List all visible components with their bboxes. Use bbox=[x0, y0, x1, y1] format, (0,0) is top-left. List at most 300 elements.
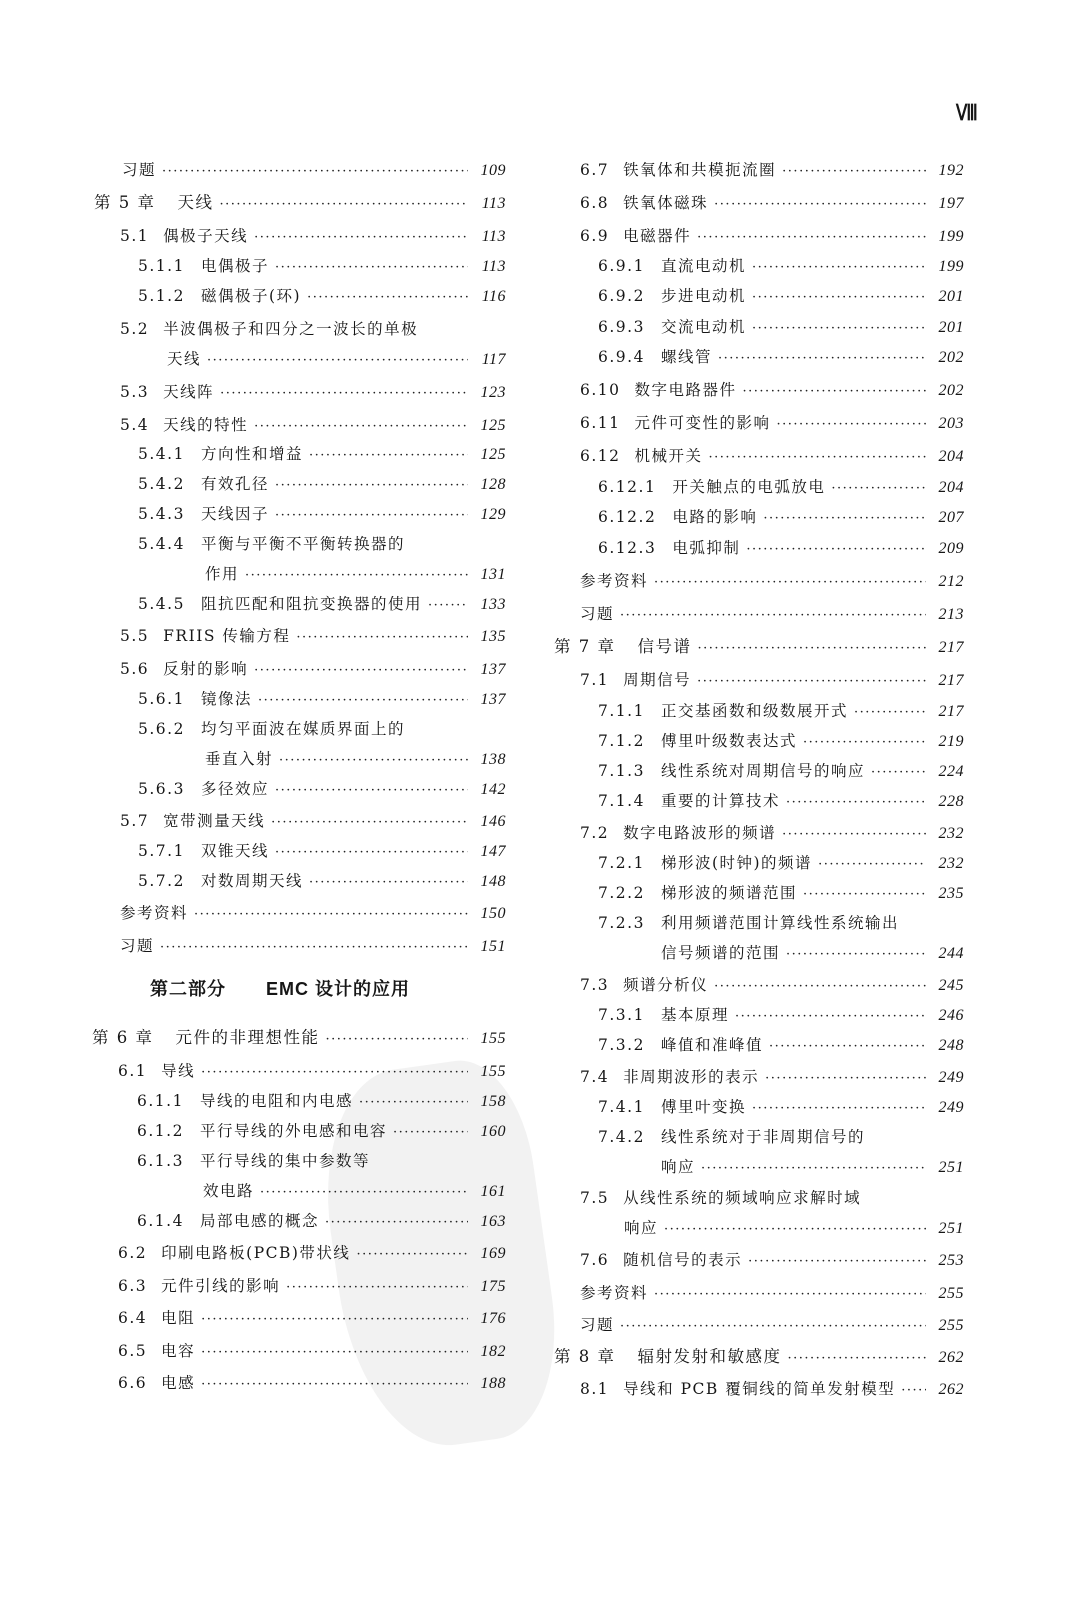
toc-entry-number: 7.1.1 bbox=[598, 702, 645, 720]
toc-entry[interactable] bbox=[138, 472, 506, 496]
toc-entry-number: 5.4.4 bbox=[138, 535, 185, 553]
toc-entry[interactable] bbox=[580, 1281, 964, 1305]
toc-leader-dots bbox=[786, 943, 926, 967]
toc-leader-dots bbox=[296, 626, 468, 650]
toc-entry[interactable] bbox=[118, 1371, 506, 1395]
toc-entry[interactable] bbox=[580, 1186, 964, 1210]
toc-entry-page: 116 bbox=[481, 288, 506, 305]
toc-entry[interactable] bbox=[661, 1155, 964, 1179]
toc-entry[interactable] bbox=[598, 254, 964, 278]
toc-entry-title: 平衡与平衡不平衡转换器的 bbox=[200, 535, 405, 553]
toc-entry-page: 244 bbox=[938, 945, 964, 962]
toc-entry[interactable] bbox=[138, 592, 506, 616]
toc-entry[interactable] bbox=[120, 317, 506, 341]
toc-entry[interactable] bbox=[118, 1339, 506, 1363]
toc-entry-page: 232 bbox=[938, 825, 964, 842]
toc-leader-dots bbox=[763, 507, 926, 531]
toc-leader-dots bbox=[752, 286, 926, 310]
toc-entry-page: 217 bbox=[938, 639, 964, 656]
toc-entry-title: 偶极子天线 bbox=[163, 227, 249, 245]
toc-entry-title: 辐射发射和敏感度 bbox=[637, 1347, 782, 1366]
toc-entry-title: 交流电动机 bbox=[660, 318, 746, 336]
toc-entry-number: 5.6.3 bbox=[138, 780, 185, 798]
toc-entry[interactable] bbox=[118, 1306, 506, 1330]
toc-entry-page: 188 bbox=[480, 1375, 506, 1392]
toc-entry[interactable] bbox=[580, 973, 964, 997]
toc-entry-number: 6.3 bbox=[118, 1277, 148, 1295]
toc-entry-page: 202 bbox=[938, 349, 964, 366]
toc-entry-title: 响应 bbox=[624, 1219, 659, 1237]
toc-entry-title: 螺线管 bbox=[660, 348, 712, 366]
toc-entry[interactable] bbox=[598, 345, 964, 369]
toc-entry[interactable] bbox=[580, 1377, 964, 1401]
toc-entry-title: 数字电路波形的频谱 bbox=[623, 824, 777, 842]
toc-leader-dots bbox=[194, 903, 468, 927]
toc-entry[interactable] bbox=[580, 569, 964, 593]
toc-entry[interactable] bbox=[598, 1003, 964, 1027]
toc-entry-number: 5.7 bbox=[120, 812, 150, 830]
toc-entry-number: 6.4 bbox=[118, 1309, 148, 1327]
toc-entry-number: 6.1 bbox=[118, 1062, 148, 1080]
toc-entry[interactable] bbox=[118, 1059, 506, 1083]
toc-entry-title: 导线的电阻和内电感 bbox=[199, 1092, 353, 1110]
toc-entry-number: 6.9 bbox=[580, 227, 610, 245]
toc-entry-number: 7.6 bbox=[580, 1251, 610, 1269]
toc-entry-number: 7.5 bbox=[580, 1189, 610, 1207]
toc-entry-number: 5.2 bbox=[120, 320, 150, 338]
toc-entry-title: 电容 bbox=[161, 1342, 196, 1360]
toc-entry-title: 铁氧体和共模扼流圈 bbox=[623, 161, 777, 179]
toc-entry-page: 175 bbox=[480, 1278, 506, 1295]
toc-entry-title: 基本原理 bbox=[660, 1006, 729, 1024]
toc-leader-dots bbox=[654, 571, 926, 595]
toc-leader-dots bbox=[309, 444, 468, 468]
toc-entry[interactable] bbox=[137, 1089, 506, 1113]
toc-entry[interactable] bbox=[138, 502, 506, 526]
toc-entry-title: 平行导线的集中参数等 bbox=[199, 1152, 370, 1170]
toc-entry-number: 6.11 bbox=[580, 414, 621, 432]
toc-entry-title: 随机信号的表示 bbox=[623, 1251, 743, 1269]
toc-leader-dots bbox=[201, 1061, 468, 1085]
toc-entry-page: 147 bbox=[480, 843, 506, 860]
toc-entry[interactable] bbox=[598, 1033, 964, 1057]
toc-entry-title: 作用 bbox=[205, 565, 240, 583]
toc-entry[interactable] bbox=[661, 941, 964, 965]
toc-entry-page: 128 bbox=[480, 476, 506, 493]
toc-leader-dots bbox=[746, 538, 926, 562]
toc-entry[interactable] bbox=[598, 284, 964, 308]
toc-entry-title: 阻抗匹配和阻抗变换器的使用 bbox=[200, 595, 422, 613]
toc-leader-dots bbox=[752, 256, 926, 280]
toc-entry-number: 6.10 bbox=[580, 381, 621, 399]
toc-entry-title: 习题 bbox=[580, 1316, 615, 1334]
toc-entry-page: 161 bbox=[480, 1183, 506, 1200]
toc-entry[interactable] bbox=[554, 635, 964, 659]
toc-leader-dots bbox=[654, 1283, 926, 1307]
toc-entry-number: 7.3.2 bbox=[598, 1036, 645, 1054]
toc-entry-title: 垂直入射 bbox=[205, 750, 274, 768]
toc-entry-page: 113 bbox=[481, 228, 506, 245]
toc-leader-dots bbox=[393, 1121, 468, 1145]
toc-entry-page: 142 bbox=[480, 781, 506, 798]
toc-entry-title: 机械开关 bbox=[634, 447, 703, 465]
toc-entry-page: 217 bbox=[938, 703, 964, 720]
toc-entry-page: 204 bbox=[938, 448, 964, 465]
toc-leader-dots bbox=[777, 413, 926, 437]
toc-entry-number: 第 8 章 bbox=[554, 1347, 616, 1366]
toc-entry-number: 7.2.3 bbox=[598, 914, 645, 932]
toc-entry[interactable] bbox=[580, 821, 964, 845]
toc-entry-page: 255 bbox=[938, 1317, 964, 1334]
toc-entry-number: 5.6.1 bbox=[138, 690, 185, 708]
toc-entry-title: 信号频谱的范围 bbox=[661, 944, 781, 962]
toc-entry-title: 重要的计算技术 bbox=[660, 792, 780, 810]
toc-entry[interactable] bbox=[203, 1179, 506, 1203]
toc-entry-page: 201 bbox=[938, 319, 964, 336]
toc-entry-title: 线性系统对于非周期信号的 bbox=[660, 1128, 865, 1146]
toc-entry[interactable] bbox=[138, 442, 506, 466]
toc-entry-number: 6.9.3 bbox=[598, 318, 645, 336]
toc-entry-page: 155 bbox=[480, 1030, 506, 1047]
toc-entry-number: 6.8 bbox=[580, 194, 610, 212]
toc-entry[interactable] bbox=[580, 411, 964, 435]
toc-entry-page: 137 bbox=[480, 691, 506, 708]
toc-entry-page: 209 bbox=[938, 540, 964, 557]
toc-entry-number: 5.6 bbox=[120, 660, 150, 678]
toc-entry[interactable] bbox=[118, 1241, 506, 1265]
toc-leader-dots bbox=[743, 380, 926, 404]
toc-entry[interactable] bbox=[580, 1313, 964, 1337]
toc-entry-page: 199 bbox=[938, 228, 964, 245]
toc-entry-number: 7.1.4 bbox=[598, 792, 645, 810]
toc-leader-dots bbox=[901, 1379, 926, 1403]
toc-leader-dots bbox=[254, 415, 468, 439]
toc-entry-number: 7.3 bbox=[580, 976, 610, 994]
toc-leader-dots bbox=[765, 1067, 926, 1091]
toc-entry[interactable] bbox=[598, 315, 964, 339]
toc-entry-page: 245 bbox=[938, 977, 964, 994]
toc-entry-title: 有效孔径 bbox=[200, 475, 269, 493]
toc-entry[interactable] bbox=[138, 284, 506, 308]
toc-entry[interactable] bbox=[138, 777, 506, 801]
toc-entry-title: 线性系统对周期信号的响应 bbox=[660, 762, 865, 780]
toc-leader-dots bbox=[831, 477, 926, 501]
toc-leader-dots bbox=[735, 1005, 926, 1029]
toc-entry-title: 信号谱 bbox=[637, 637, 692, 656]
toc-entry-number: 6.1.1 bbox=[137, 1092, 184, 1110]
toc-entry[interactable] bbox=[138, 687, 506, 711]
toc-entry-title: 习题 bbox=[120, 937, 155, 955]
toc-entry[interactable] bbox=[580, 224, 964, 248]
toc-leader-dots bbox=[803, 731, 926, 755]
toc-entry-number: 5.5 bbox=[120, 627, 150, 645]
page-number: Ⅷ bbox=[956, 100, 978, 125]
toc-entry-title: 习题 bbox=[580, 605, 615, 623]
toc-leader-dots bbox=[748, 1250, 926, 1274]
toc-entry-page: 224 bbox=[938, 763, 964, 780]
toc-entry-page: 249 bbox=[938, 1099, 964, 1116]
toc-leader-dots bbox=[258, 689, 468, 713]
toc-entry[interactable] bbox=[138, 254, 506, 278]
toc-entry-page: 138 bbox=[480, 751, 506, 768]
toc-leader-dots bbox=[275, 256, 468, 280]
toc-entry[interactable] bbox=[598, 505, 964, 529]
toc-entry[interactable] bbox=[598, 759, 964, 783]
toc-entry-title: 天线 bbox=[167, 350, 202, 368]
toc-entry[interactable] bbox=[598, 475, 964, 499]
toc-entry-title: 参考资料 bbox=[580, 1284, 649, 1302]
toc-entry[interactable] bbox=[580, 1248, 964, 1272]
toc-entry-title: 直流电动机 bbox=[660, 257, 746, 275]
toc-entry[interactable] bbox=[137, 1119, 506, 1143]
toc-entry-title: 梯形波的频谱范围 bbox=[660, 884, 797, 902]
toc-entry[interactable] bbox=[92, 1026, 506, 1050]
toc-entry[interactable] bbox=[118, 1274, 506, 1298]
toc-entry-title: 电阻 bbox=[161, 1309, 196, 1327]
toc-entry-page: 217 bbox=[938, 672, 964, 689]
toc-entry[interactable] bbox=[205, 562, 506, 586]
toc-leader-dots bbox=[714, 975, 926, 999]
toc-leader-dots bbox=[160, 936, 468, 960]
toc-entry-page: 203 bbox=[938, 415, 964, 432]
toc-entry[interactable] bbox=[138, 532, 506, 556]
toc-entry[interactable] bbox=[598, 881, 964, 905]
toc-entry[interactable] bbox=[580, 158, 964, 182]
toc-entry-page: 176 bbox=[480, 1310, 506, 1327]
toc-leader-dots bbox=[275, 841, 468, 865]
toc-entry-page: 192 bbox=[938, 162, 964, 179]
toc-entry[interactable] bbox=[137, 1209, 506, 1233]
toc-entry-page: 125 bbox=[480, 446, 506, 463]
toc-entry-title: 傅里叶变换 bbox=[660, 1098, 746, 1116]
toc-entry-page: 251 bbox=[938, 1159, 964, 1176]
toc-entry-number: 5.1 bbox=[120, 227, 150, 245]
toc-entry-page: 201 bbox=[938, 288, 964, 305]
toc-entry-number: 5.4.2 bbox=[138, 475, 185, 493]
toc-entry-number: 7.1.3 bbox=[598, 762, 645, 780]
toc-leader-dots bbox=[752, 1097, 926, 1121]
toc-entry-number: 5.6.2 bbox=[138, 720, 185, 738]
toc-leader-dots bbox=[201, 1373, 468, 1397]
toc-entry-page: 117 bbox=[481, 351, 506, 368]
toc-entry[interactable] bbox=[122, 158, 506, 182]
toc-entry-title: 局部电感的概念 bbox=[199, 1212, 319, 1230]
toc-entry[interactable] bbox=[554, 1345, 964, 1369]
toc-entry[interactable] bbox=[120, 809, 506, 833]
toc-entry-number: 6.9.2 bbox=[598, 287, 645, 305]
toc-entry-number: 7.4.2 bbox=[598, 1128, 645, 1146]
toc-entry-page: 129 bbox=[480, 506, 506, 523]
toc-entry-title: 元件引线的影响 bbox=[161, 1277, 281, 1295]
toc-leader-dots bbox=[769, 1035, 926, 1059]
toc-entry[interactable] bbox=[598, 699, 964, 723]
toc-leader-dots bbox=[326, 1028, 469, 1052]
toc-entry-number: 第 7 章 bbox=[554, 637, 616, 656]
toc-entry-number: 7.2.1 bbox=[598, 854, 645, 872]
toc-leader-dots bbox=[207, 349, 468, 373]
toc-entry-number: 7.2.2 bbox=[598, 884, 645, 902]
toc-leader-dots bbox=[709, 446, 926, 470]
toc-entry-title: 天线 bbox=[177, 193, 214, 212]
toc-entry-title: 电磁器件 bbox=[623, 227, 692, 245]
toc-entry-title: 电路的影响 bbox=[672, 508, 758, 526]
toc-entry-page: 197 bbox=[938, 195, 964, 212]
toc-entry[interactable] bbox=[120, 224, 506, 248]
toc-entry-title: 均匀平面波在媒质界面上的 bbox=[200, 720, 405, 738]
toc-entry[interactable] bbox=[580, 668, 964, 692]
toc-entry-page: 158 bbox=[480, 1093, 506, 1110]
toc-entry-number: 6.9.4 bbox=[598, 348, 645, 366]
toc-entry-page: 150 bbox=[480, 905, 506, 922]
toc-leader-dots bbox=[620, 604, 926, 628]
toc-entry-number: 第 6 章 bbox=[92, 1028, 154, 1047]
toc-entry[interactable] bbox=[598, 911, 964, 935]
toc-entry[interactable] bbox=[138, 839, 506, 863]
toc-entry-page: 155 bbox=[480, 1063, 506, 1080]
toc-entry-number: 6.5 bbox=[118, 1342, 148, 1360]
toc-entry-number: 5.3 bbox=[120, 383, 150, 401]
toc-entry-number: 5.4 bbox=[120, 416, 150, 434]
toc-leader-dots bbox=[428, 594, 468, 618]
toc-leader-dots bbox=[697, 670, 926, 694]
toc-leader-dots bbox=[275, 779, 468, 803]
toc-entry-title: 天线阵 bbox=[163, 383, 215, 401]
toc-entry-page: 202 bbox=[938, 382, 964, 399]
toc-entry-page: 213 bbox=[938, 606, 964, 623]
toc-leader-dots bbox=[356, 1243, 468, 1267]
toc-entry[interactable] bbox=[138, 869, 506, 893]
toc-entry[interactable] bbox=[598, 851, 964, 875]
toc-entry[interactable] bbox=[94, 191, 506, 215]
toc-entry-number: 7.2 bbox=[580, 824, 610, 842]
toc-entry-title: 多径效应 bbox=[200, 780, 269, 798]
toc-entry-number: 7.1 bbox=[580, 671, 610, 689]
toc-leader-dots bbox=[162, 160, 468, 184]
toc-leader-dots bbox=[201, 1341, 468, 1365]
toc-leader-dots bbox=[854, 701, 926, 725]
toc-entry-page: 248 bbox=[938, 1037, 964, 1054]
toc-leader-dots bbox=[254, 659, 468, 683]
toc-entry[interactable] bbox=[120, 624, 506, 648]
toc-entry[interactable] bbox=[138, 717, 506, 741]
toc-entry[interactable] bbox=[120, 413, 506, 437]
toc-entry-number: 6.1.4 bbox=[137, 1212, 184, 1230]
toc-entry-title: 响应 bbox=[661, 1158, 696, 1176]
toc-entry-page: 199 bbox=[938, 258, 964, 275]
toc-entry-number: 6.6 bbox=[118, 1374, 148, 1392]
toc-entry-title: 参考资料 bbox=[580, 572, 649, 590]
toc-entry-number: 5.4.1 bbox=[138, 445, 185, 463]
toc-entry[interactable] bbox=[580, 602, 964, 626]
toc-entry-title: 反射的影响 bbox=[163, 660, 249, 678]
toc-entry[interactable] bbox=[120, 380, 506, 404]
toc-entry-number: 第 5 章 bbox=[94, 193, 156, 212]
toc-entry-page: 204 bbox=[938, 479, 964, 496]
toc-leader-dots bbox=[698, 637, 927, 661]
toc-entry-title: 磁偶极子(环) bbox=[200, 287, 302, 305]
toc-entry-page: 262 bbox=[938, 1381, 964, 1398]
toc-entry-number: 6.12.2 bbox=[598, 508, 657, 526]
toc-entry-title: 周期信号 bbox=[623, 671, 692, 689]
toc-entry[interactable] bbox=[137, 1149, 506, 1173]
toc-entry[interactable] bbox=[120, 657, 506, 681]
toc-entry-page: 151 bbox=[480, 938, 506, 955]
toc-entry-page: 232 bbox=[938, 855, 964, 872]
toc-entry-page: 251 bbox=[938, 1220, 964, 1237]
toc-entry[interactable] bbox=[598, 1125, 964, 1149]
toc-entry-number: 7.1.2 bbox=[598, 732, 645, 750]
toc-entry-number: 5.7.2 bbox=[138, 872, 185, 890]
toc-entry[interactable] bbox=[120, 934, 506, 958]
toc-entry-number: 5.4.3 bbox=[138, 505, 185, 523]
toc-entry-number: 7.3.1 bbox=[598, 1006, 645, 1024]
toc-entry-number: 6.1.2 bbox=[137, 1122, 184, 1140]
toc-entry-page: 163 bbox=[480, 1213, 506, 1230]
toc-entry[interactable] bbox=[598, 729, 964, 753]
toc-entry-title: 电弧抑制 bbox=[672, 539, 741, 557]
toc-entry[interactable] bbox=[598, 789, 964, 813]
toc-entry-title: 开关触点的电弧放电 bbox=[672, 478, 826, 496]
toc-entry-title: 利用频谱范围计算线性系统输出 bbox=[660, 914, 899, 932]
toc-leader-dots bbox=[718, 347, 926, 371]
toc-entry[interactable] bbox=[580, 191, 964, 215]
toc-entry-page: 249 bbox=[938, 1069, 964, 1086]
toc-entry[interactable] bbox=[205, 747, 506, 771]
toc-entry-title: 镜像法 bbox=[200, 690, 252, 708]
toc-entry-page: 113 bbox=[481, 195, 506, 212]
toc-leader-dots bbox=[275, 504, 468, 528]
toc-entry[interactable] bbox=[580, 1065, 964, 1089]
toc-entry-title: 天线因子 bbox=[200, 505, 269, 523]
toc-entry-title: 元件可变性的影响 bbox=[634, 414, 771, 432]
toc-entry-title: 印刷电路板(PCB)带状线 bbox=[161, 1244, 351, 1262]
toc-entry-title: 频谱分析仪 bbox=[623, 976, 709, 994]
toc-leader-dots bbox=[286, 1276, 468, 1300]
toc-entry-page: 160 bbox=[480, 1123, 506, 1140]
toc-leader-dots bbox=[271, 811, 468, 835]
toc-entry-page: 146 bbox=[480, 813, 506, 830]
toc-entry-title: 从线性系统的频域响应求解时域 bbox=[623, 1189, 862, 1207]
toc-entry-page: 125 bbox=[480, 417, 506, 434]
toc-entry-page: 262 bbox=[938, 1349, 964, 1366]
toc-leader-dots bbox=[254, 226, 468, 250]
toc-entry[interactable] bbox=[167, 347, 506, 371]
toc-entry-title: 效电路 bbox=[203, 1182, 255, 1200]
toc-entry-number: 6.12.1 bbox=[598, 478, 657, 496]
toc-entry-number: 7.4.1 bbox=[598, 1098, 645, 1116]
toc-entry[interactable] bbox=[598, 1095, 964, 1119]
toc-entry[interactable] bbox=[120, 901, 506, 925]
toc-entry-title: 步进电动机 bbox=[660, 287, 746, 305]
toc-entry-title: 双锥天线 bbox=[200, 842, 269, 860]
toc-entry-page: 235 bbox=[938, 885, 964, 902]
toc-entry-title: 宽带测量天线 bbox=[163, 812, 266, 830]
toc-entry[interactable] bbox=[598, 536, 964, 560]
toc-entry[interactable] bbox=[580, 444, 964, 468]
toc-entry[interactable] bbox=[624, 1216, 964, 1240]
toc-leader-dots bbox=[245, 564, 468, 588]
toc-entry-number: 6.12.3 bbox=[598, 539, 657, 557]
toc-entry-title: 导线 bbox=[161, 1062, 196, 1080]
toc-entry-title: 习题 bbox=[122, 161, 157, 179]
part-title bbox=[150, 975, 410, 1001]
toc-leader-dots bbox=[275, 474, 468, 498]
toc-leader-dots bbox=[664, 1218, 926, 1242]
toc-entry[interactable] bbox=[580, 378, 964, 402]
toc-entry-title: 电偶极子 bbox=[200, 257, 269, 275]
toc-leader-dots bbox=[786, 791, 926, 815]
toc-entry-page: 113 bbox=[481, 258, 506, 275]
